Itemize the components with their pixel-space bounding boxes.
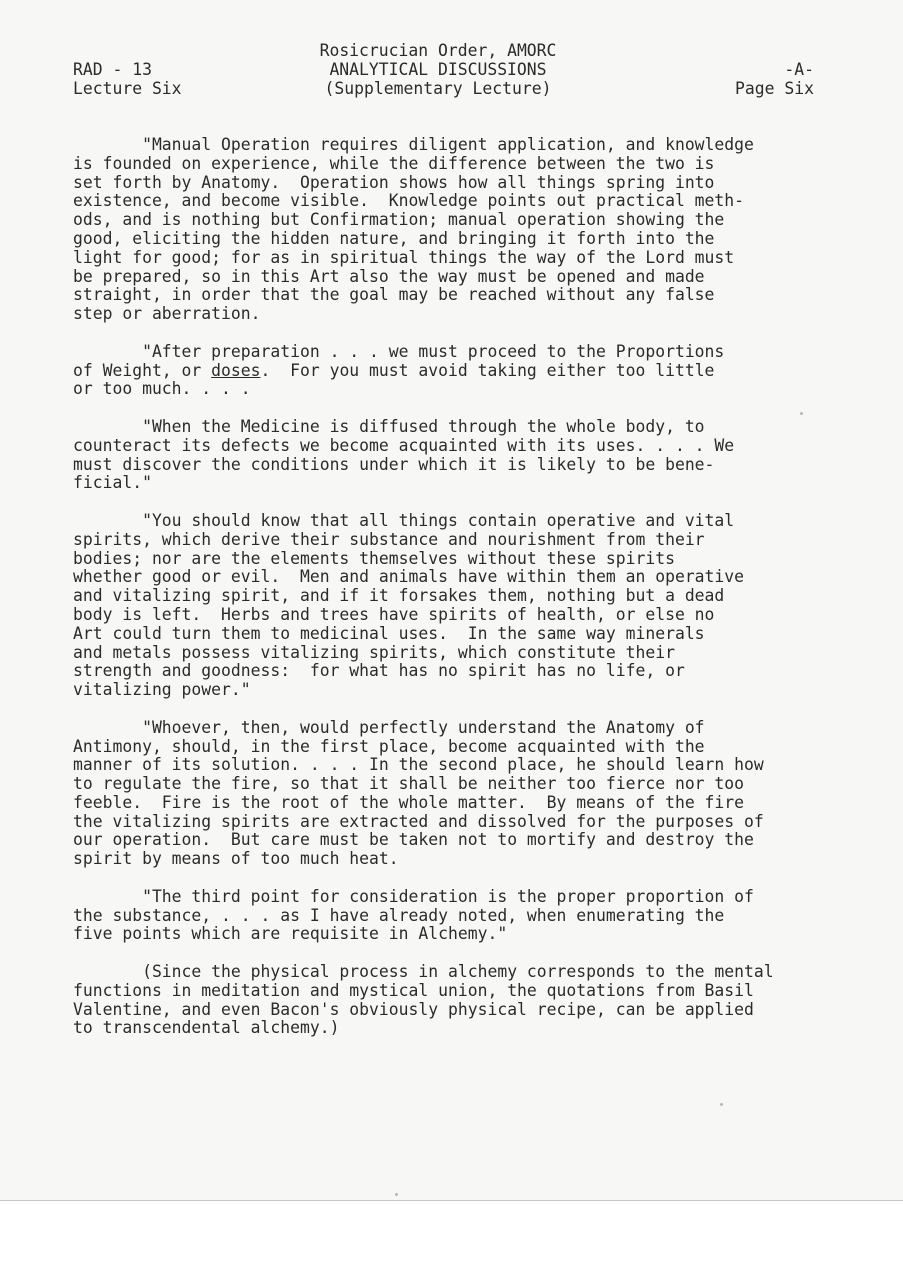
- header-lecture-number: Lecture Six: [73, 78, 182, 98]
- text-line: the substance, . . . as I have already noted, when enumerating the: [73, 905, 725, 925]
- header-left-block: [73, 61, 182, 99]
- text-line: is founded on experience, while the difference between the two is: [73, 153, 715, 173]
- text-line: body is left. Herbs and trees have spirits of health, or else no: [73, 604, 715, 624]
- text-line: set forth by Anatomy. Operation shows how all things spring into: [73, 172, 715, 192]
- paper-speck: [800, 412, 803, 415]
- text-line: good, eliciting the hidden nature, and bringing it forth into the: [73, 228, 715, 248]
- underlined-word-doses: doses: [211, 360, 261, 380]
- text-line: to transcendental alchemy.): [73, 1018, 340, 1038]
- text-line: the vitalizing spirits are extracted and dissolved for the purposes of: [73, 811, 764, 831]
- text-line: manner of its solution. . . . In the second place, he should learn how: [73, 755, 764, 775]
- paragraph-manual-operation: [73, 136, 863, 324]
- text-line: and vitalizing spirit, and if it forsakes them, nothing but a dead: [73, 586, 725, 606]
- text-line: "After preparation . . . we must proceed to the Proportions: [73, 341, 725, 361]
- text-line: or too much. . . .: [73, 379, 251, 399]
- paper-speck: [395, 1193, 398, 1196]
- text-line: existence, and become visible. Knowledge points out practical meth-: [73, 191, 745, 211]
- paragraph-preparation: [73, 343, 863, 399]
- text-line: feeble. Fire is the root of the whole matter. By means of the fire: [73, 792, 745, 812]
- text-line: bodies; nor are the elements themselves without these spirits: [73, 548, 675, 568]
- text-segment: of Weight, or: [73, 360, 212, 380]
- text-line: vitalizing power.": [73, 680, 251, 700]
- text-line: ods, and is nothing but Confirmation; manual operation showing the: [73, 210, 725, 230]
- header-course-code: RAD - 13: [73, 60, 152, 79]
- text-line: to regulate the fire, so that it shall be neither too fierce nor too: [73, 774, 745, 794]
- text-line: light for good; for as in spiritual things the way of the Lord must: [73, 247, 735, 267]
- text-line: Art could turn them to medicinal uses. In the same way minerals: [73, 623, 705, 643]
- text-line: functions in meditation and mystical union, the quotations from Basil: [73, 980, 754, 1000]
- text-line: be prepared, so in this Art also the way must be opened and made: [73, 266, 705, 286]
- header-series-title: ANALYTICAL DISCUSSIONS: [329, 59, 547, 79]
- paragraph-third-point: [73, 888, 863, 944]
- text-segment: . For you must avoid taking either too little: [260, 360, 715, 380]
- text-line: "The third point for consideration is the proper proportion of: [73, 886, 754, 906]
- lecture-body: [73, 136, 863, 1057]
- text-line: whether good or evil. Men and animals have within them an operative: [73, 567, 745, 587]
- text-line: five points which are requisite in Alchemy.": [73, 924, 508, 944]
- text-line: step or aberration.: [73, 304, 261, 324]
- paragraph-vital-spirits: [73, 512, 863, 700]
- text-line: spirits, which derive their substance and nourishment from their: [73, 529, 705, 549]
- text-line: "Whoever, then, would perfectly understand the Anatomy of: [73, 717, 705, 737]
- header-organization: Rosicrucian Order, AMORC: [319, 41, 557, 60]
- text-line: and metals possess vitalizing spirits, which constitute their: [73, 642, 675, 662]
- text-line: strength and goodness: for what has no spirit has no life, or: [73, 661, 685, 681]
- header-subtitle: (Supplementary Lecture): [324, 78, 552, 98]
- text-line: "Manual Operation requires diligent application, and knowledge: [73, 135, 754, 154]
- text-line: our operation. But care must be taken not to mortify and destroy the: [73, 830, 754, 850]
- text-line: "When the Medicine is diffused through the whole body, to: [73, 416, 705, 436]
- header-page-number: Page Six: [735, 78, 814, 98]
- paragraph-medicine: [73, 418, 863, 493]
- header-right-block: [650, 61, 814, 99]
- text-line: spirit by means of too much heat.: [73, 849, 399, 869]
- text-line: Valentine, and even Bacon's obviously physical recipe, can be applied: [73, 999, 754, 1019]
- header-section-letter: -A-: [784, 60, 814, 79]
- paper-speck: [720, 1103, 723, 1106]
- text-line: ficial.": [73, 473, 152, 493]
- paragraph-antimony: [73, 719, 863, 869]
- text-line: counteract its defects we become acquainted with its uses. . . . We: [73, 435, 735, 455]
- paragraph-commentary: [73, 963, 863, 1038]
- text-line: must discover the conditions under which it is likely to be bene-: [73, 454, 715, 474]
- text-line: (Since the physical process in alchemy corresponds to the mental: [73, 962, 774, 982]
- text-line: "You should know that all things contain operative and vital: [73, 510, 735, 530]
- text-line: Antimony, should, in the first place, become acquainted with the: [73, 736, 705, 756]
- text-line: straight, in order that the goal may be reached without any false: [73, 285, 715, 305]
